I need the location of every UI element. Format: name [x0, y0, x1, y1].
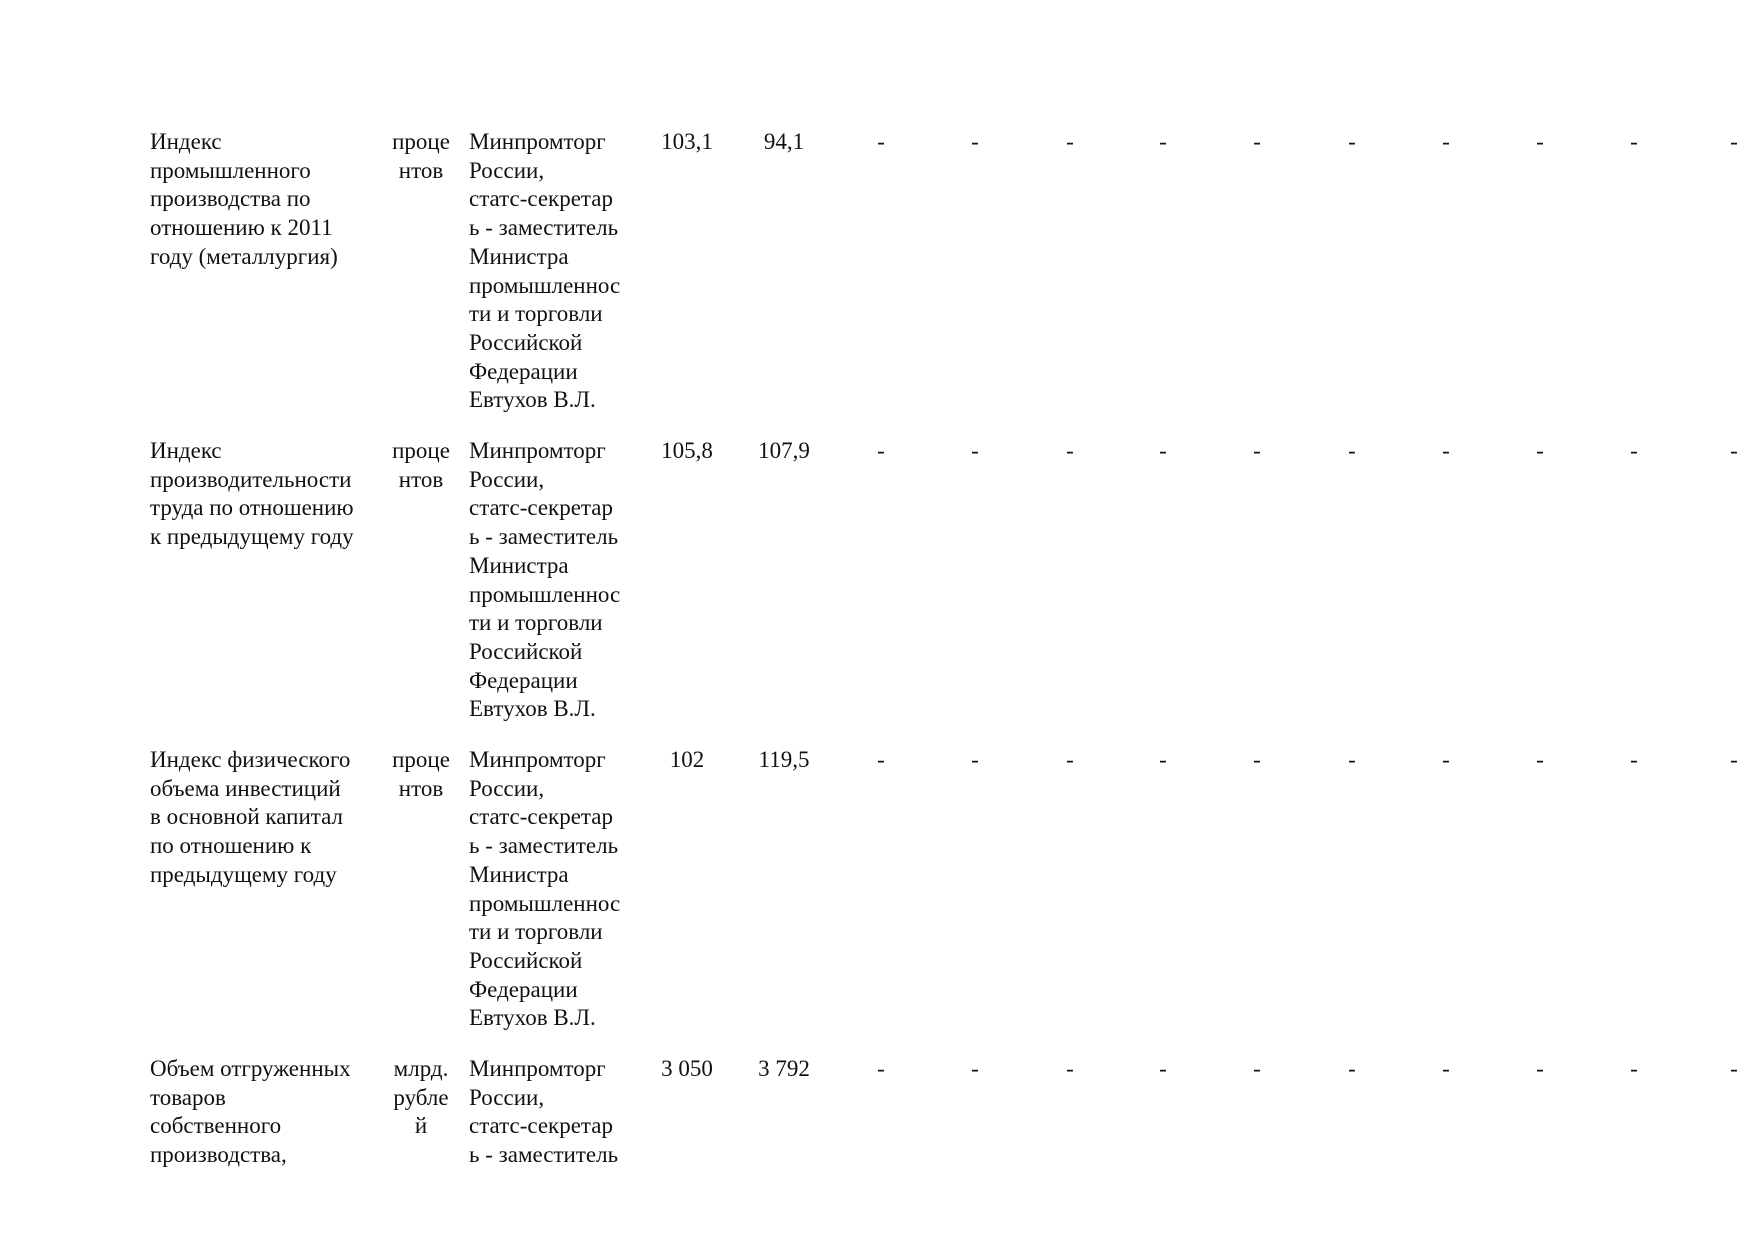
- text-line: Российской: [469, 329, 583, 355]
- empty-value-dash: -: [1730, 438, 1738, 463]
- empty-value-dash: -: [1442, 438, 1450, 463]
- text-line: статс-секретар: [469, 1113, 613, 1139]
- text-line: Евтухов В.Л.: [469, 1005, 596, 1031]
- text-line: Федерации: [469, 358, 578, 384]
- empty-value-dash: -: [1442, 129, 1450, 154]
- empty-value-dash: -: [1730, 747, 1738, 772]
- text-line: проце: [392, 129, 450, 154]
- text-line: по отношению к: [150, 833, 312, 859]
- text-line: Российской: [469, 638, 583, 664]
- unit-of-measure: [386, 437, 456, 494]
- text-line: промышленнос: [469, 890, 621, 916]
- text-line: Индекс: [150, 129, 222, 154]
- text-line: в основной капитал: [150, 804, 343, 830]
- text-line: предыдущему году: [150, 861, 337, 887]
- text-line: статс-секретар: [469, 495, 613, 521]
- empty-value-dash: -: [971, 1056, 979, 1081]
- text-line: производства,: [150, 1142, 287, 1168]
- empty-value-dash: -: [1159, 129, 1167, 154]
- text-line: объема инвестиций: [150, 775, 341, 801]
- empty-value-dash: -: [1253, 129, 1261, 154]
- text-line: промышленнос: [469, 272, 621, 298]
- empty-value-dash: -: [1630, 129, 1638, 154]
- empty-value-dash: -: [1348, 129, 1356, 154]
- empty-value-dash: -: [1348, 1056, 1356, 1081]
- empty-value-dash: -: [1536, 747, 1544, 772]
- text-line: году (металлургия): [150, 243, 338, 269]
- empty-value-dash: -: [1159, 1056, 1167, 1081]
- text-line: труда по отношению: [150, 495, 354, 521]
- responsible-executive: [469, 437, 644, 724]
- text-line: России,: [469, 466, 545, 492]
- text-line: нтов: [398, 157, 444, 183]
- text-line: Минпромторг: [469, 438, 606, 463]
- text-line: статс-секретар: [469, 186, 613, 212]
- text-line: к предыдущему году: [150, 524, 354, 550]
- text-line: ти и торговли: [469, 301, 603, 327]
- text-line: производительности: [150, 466, 352, 492]
- text-line: промышленного: [150, 157, 311, 183]
- text-line: Минпромторг: [469, 1056, 606, 1081]
- indicator-name: [150, 746, 380, 890]
- text-line: России,: [469, 157, 545, 183]
- empty-value-dash: -: [1536, 1056, 1544, 1081]
- text-line: Евтухов В.Л.: [469, 696, 596, 722]
- value-year-2: 94,1: [763, 129, 805, 154]
- text-line: ти и торговли: [469, 919, 603, 945]
- responsible-executive: [469, 746, 644, 1033]
- text-line: Минпромторг: [469, 747, 606, 772]
- text-line: проце: [392, 438, 450, 463]
- empty-value-dash: -: [1730, 1056, 1738, 1081]
- text-line: ь - заместитель: [469, 524, 619, 550]
- indicator-name: [150, 1055, 380, 1170]
- empty-value-dash: -: [1066, 1056, 1074, 1081]
- indicator-name: [150, 128, 380, 272]
- empty-value-dash: -: [1442, 747, 1450, 772]
- text-line: нтов: [398, 775, 444, 801]
- empty-value-dash: -: [877, 747, 885, 772]
- text-line: отношению к 2011: [150, 215, 333, 241]
- text-line: товаров: [150, 1084, 226, 1110]
- text-line: статс-секретар: [469, 804, 613, 830]
- text-line: Российской: [469, 947, 583, 973]
- empty-value-dash: -: [1066, 129, 1074, 154]
- empty-value-dash: -: [1348, 747, 1356, 772]
- text-line: Министра: [469, 243, 569, 269]
- empty-value-dash: -: [1066, 438, 1074, 463]
- empty-value-dash: -: [1536, 438, 1544, 463]
- text-line: России,: [469, 1084, 545, 1110]
- empty-value-dash: -: [1253, 1056, 1261, 1081]
- text-line: Минпромторг: [469, 129, 606, 154]
- empty-value-dash: -: [971, 747, 979, 772]
- value-year-2: 119,5: [758, 747, 810, 772]
- text-line: нтов: [398, 466, 444, 492]
- text-line: Федерации: [469, 667, 578, 693]
- text-line: ь - заместитель: [469, 1142, 619, 1168]
- text-line: рубле: [393, 1084, 449, 1110]
- empty-value-dash: -: [1253, 438, 1261, 463]
- empty-value-dash: -: [1159, 438, 1167, 463]
- value-year-1: 105,8: [661, 438, 713, 463]
- text-line: ти и торговли: [469, 610, 603, 636]
- text-line: Индекс: [150, 438, 222, 463]
- value-year-2: 107,9: [758, 438, 810, 463]
- text-line: собственного: [150, 1113, 282, 1139]
- text-line: России,: [469, 775, 545, 801]
- text-line: производства по: [150, 186, 311, 212]
- text-line: млрд.: [393, 1056, 449, 1081]
- text-line: ь - заместитель: [469, 833, 619, 859]
- empty-value-dash: -: [1348, 438, 1356, 463]
- empty-value-dash: -: [877, 1056, 885, 1081]
- value-year-1: 3 050: [661, 1056, 713, 1081]
- unit-of-measure: [386, 746, 456, 803]
- empty-value-dash: -: [1630, 1056, 1638, 1081]
- text-line: й: [414, 1113, 428, 1139]
- text-line: промышленнос: [469, 581, 621, 607]
- empty-value-dash: -: [971, 438, 979, 463]
- text-line: ь - заместитель: [469, 215, 619, 241]
- empty-value-dash: -: [877, 438, 885, 463]
- responsible-executive: [469, 128, 644, 415]
- text-line: проце: [392, 747, 450, 772]
- text-line: Объем отгруженных: [150, 1056, 351, 1081]
- unit-of-measure: [386, 128, 456, 185]
- empty-value-dash: -: [1630, 747, 1638, 772]
- empty-value-dash: -: [1066, 747, 1074, 772]
- empty-value-dash: -: [1253, 747, 1261, 772]
- responsible-executive: [469, 1055, 644, 1170]
- empty-value-dash: -: [1442, 1056, 1450, 1081]
- indicator-name: [150, 437, 380, 552]
- text-line: Министра: [469, 552, 569, 578]
- value-year-1: 102: [669, 747, 705, 772]
- text-line: Индекс физического: [150, 747, 351, 772]
- empty-value-dash: -: [1159, 747, 1167, 772]
- value-year-2: 3 792: [758, 1056, 810, 1081]
- empty-value-dash: -: [877, 129, 885, 154]
- text-line: Министра: [469, 861, 569, 887]
- value-year-1: 103,1: [661, 129, 713, 154]
- text-line: Евтухов В.Л.: [469, 387, 596, 413]
- unit-of-measure: [386, 1055, 456, 1141]
- empty-value-dash: -: [971, 129, 979, 154]
- empty-value-dash: -: [1730, 129, 1738, 154]
- empty-value-dash: -: [1536, 129, 1544, 154]
- empty-value-dash: -: [1630, 438, 1638, 463]
- text-line: Федерации: [469, 976, 578, 1002]
